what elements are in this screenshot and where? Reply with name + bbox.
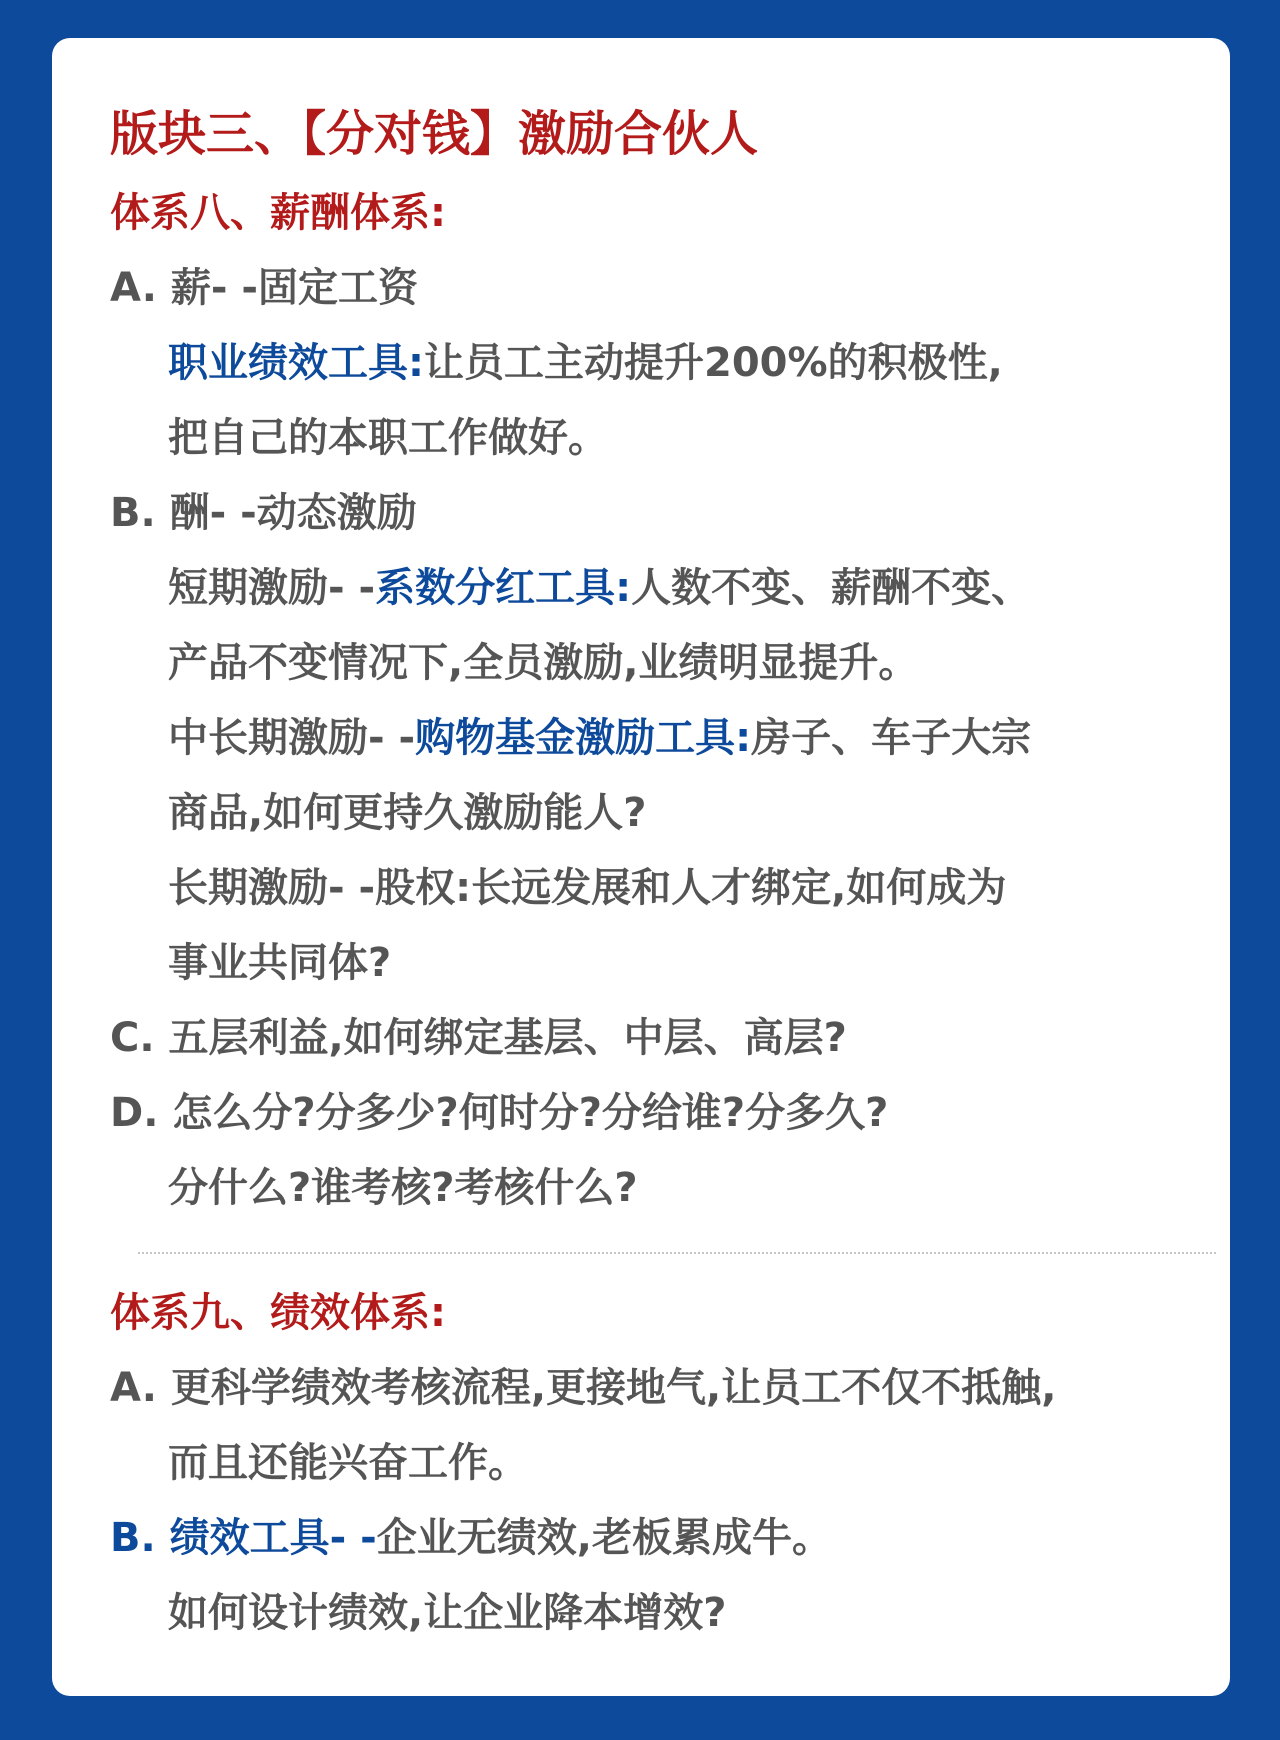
shopping-fund-tool-name: 购物基金激励工具:: [415, 715, 752, 761]
long-term-incentive-line: 长期激励- -股权:长远发展和人才绑定,如何成为: [168, 865, 1007, 911]
system8-item-c: C. 五层利益,如何绑定基层、中层、高层?: [110, 1015, 847, 1061]
system8-item-d-line-2: 分什么?谁考核?考核什么?: [168, 1165, 638, 1211]
system8-item-d: D. 怎么分?分多少?何时分?分给谁?分多久?: [110, 1090, 889, 1136]
content-card: [52, 38, 1230, 1696]
short-term-desc: 人数不变、薪酬不变、: [631, 565, 1032, 611]
short-term-incentive-line: [110, 551, 1230, 626]
mid-term-incentive-line-2: 商品,如何更持久激励能人?: [168, 790, 647, 836]
section-divider: [138, 1252, 1216, 1254]
system9-item-a-line-2: 而且还能兴奋工作。: [168, 1440, 528, 1486]
system9-heading: 体系九、绩效体系:: [110, 1290, 446, 1336]
mid-term-desc: 房子、车子大宗: [751, 715, 1032, 761]
performance-tool-label: B. 绩效工具- -: [110, 1515, 377, 1561]
coefficient-dividend-tool-name: 系数分红工具:: [375, 565, 632, 611]
system9-item-b-line-2: 如何设计绩效,让企业降本增效?: [168, 1590, 727, 1636]
career-performance-tool-desc: 让员工主动提升200%的积极性,: [424, 340, 1003, 386]
system8-item-b-label: B. 酬- -动态激励: [110, 490, 417, 536]
system8-item-a-label: A. 薪- -固定工资: [110, 265, 418, 311]
performance-tool-desc: 企业无绩效,老板累成牛。: [376, 1515, 832, 1561]
long-term-incentive-line-2: 事业共同体?: [168, 940, 392, 986]
block-title: 版块三、【分对钱】激励合伙人: [110, 106, 759, 162]
mid-term-prefix: 中长期激励- -: [168, 715, 416, 761]
short-term-prefix: 短期激励- -: [168, 565, 376, 611]
system9-item-b: [110, 1501, 1230, 1576]
system8-heading: 体系八、薪酬体系:: [110, 190, 446, 236]
career-performance-tool-name: 职业绩效工具:: [168, 340, 424, 386]
mid-term-incentive-line: [110, 701, 1230, 776]
short-term-incentive-line-2: 产品不变情况下,全员激励,业绩明显提升。: [168, 640, 919, 686]
system9-item-a: A. 更科学绩效考核流程,更接地气,让员工不仅不抵触,: [110, 1365, 1057, 1411]
system8-item-a-tool-line-2: 把自己的本职工作做好。: [168, 415, 608, 461]
system8-item-a-tool-line: [110, 326, 1230, 401]
